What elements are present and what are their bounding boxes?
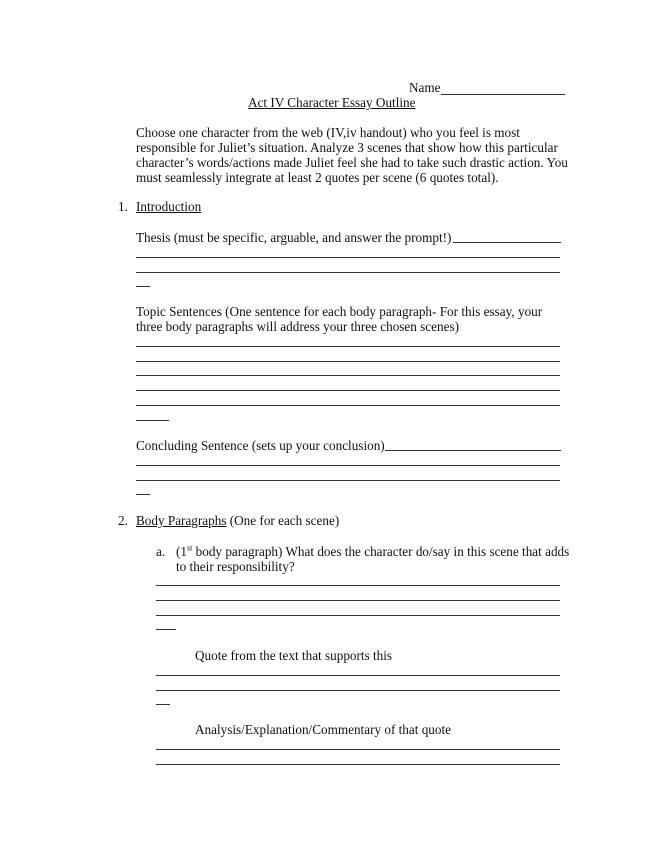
quote-blank-line[interactable] xyxy=(156,690,560,691)
thesis-blank-line[interactable] xyxy=(136,257,560,258)
concluding-blank-line[interactable] xyxy=(136,480,560,481)
section-2-subtitle: (One for each scene) xyxy=(226,513,340,528)
name-label: Name xyxy=(409,80,441,95)
thesis-blank-line[interactable] xyxy=(136,272,560,273)
item-a-superscript: st xyxy=(187,543,193,553)
prompt-line: character’s words/actions made Juliet feel she had to take such drastic action. You xyxy=(136,155,568,170)
item-a-open: (1 xyxy=(176,544,187,559)
section-1-number: 1. xyxy=(118,199,128,214)
concluding-blank-line[interactable] xyxy=(385,450,561,451)
analysis-blank-line[interactable] xyxy=(156,764,560,765)
item-a-blank-line[interactable] xyxy=(156,585,560,586)
concluding-label: Concluding Sentence (sets up your conclusion) xyxy=(136,438,385,453)
topic-blank-line[interactable] xyxy=(136,390,560,391)
thesis-blank-line[interactable] xyxy=(136,286,150,287)
prompt-line: Choose one character from the web (IV,iv handout) who you feel is most xyxy=(136,125,520,140)
concluding-blank-line[interactable] xyxy=(136,465,560,466)
topic-blank-line[interactable] xyxy=(136,375,560,376)
concluding-blank-line[interactable] xyxy=(136,494,150,495)
section-2-title: Body Paragraphs xyxy=(136,513,227,528)
thesis-label: Thesis (must be specific, arguable, and answer the prompt!) xyxy=(136,230,452,245)
section-2-number: 2. xyxy=(118,513,128,528)
item-a-text: body paragraph) What does the character do/say in this scene that adds xyxy=(192,544,570,559)
topic-blank-line[interactable] xyxy=(136,361,560,362)
analysis-blank-line[interactable] xyxy=(156,749,560,750)
topic-sentences-label: three body paragraphs will address your three chosen scenes) xyxy=(136,319,459,334)
thesis-blank-line[interactable] xyxy=(453,242,561,243)
topic-blank-line[interactable] xyxy=(136,346,560,347)
topic-sentences-label: Topic Sentences (One sentence for each body paragraph- For this essay, your xyxy=(136,304,543,319)
section-1-title: Introduction xyxy=(136,199,202,214)
page-title: Act IV Character Essay Outline xyxy=(248,95,416,110)
item-a-question xyxy=(176,544,569,560)
prompt-line: must seamlessly integrate at least 2 quotes per scene (6 quotes total). xyxy=(136,170,499,185)
item-a-blank-line[interactable] xyxy=(156,629,176,630)
quote-blank-line[interactable] xyxy=(156,704,170,705)
section-2-heading xyxy=(136,513,339,529)
item-a-question-line2: to their responsibility? xyxy=(176,559,295,574)
item-a-blank-line[interactable] xyxy=(156,600,560,601)
prompt-line: responsible for Juliet’s situation. Analyze 3 scenes that show how this particular xyxy=(136,140,558,155)
quote-label: Quote from the text that supports this xyxy=(195,648,393,663)
item-a-blank-line[interactable] xyxy=(156,615,560,616)
analysis-label: Analysis/Explanation/Commentary of that quote xyxy=(195,722,452,737)
name-blank-line[interactable] xyxy=(441,94,565,95)
quote-blank-line[interactable] xyxy=(156,675,560,676)
item-a-marker: a. xyxy=(156,544,166,559)
topic-blank-line[interactable] xyxy=(136,420,169,421)
topic-blank-line[interactable] xyxy=(136,405,560,406)
